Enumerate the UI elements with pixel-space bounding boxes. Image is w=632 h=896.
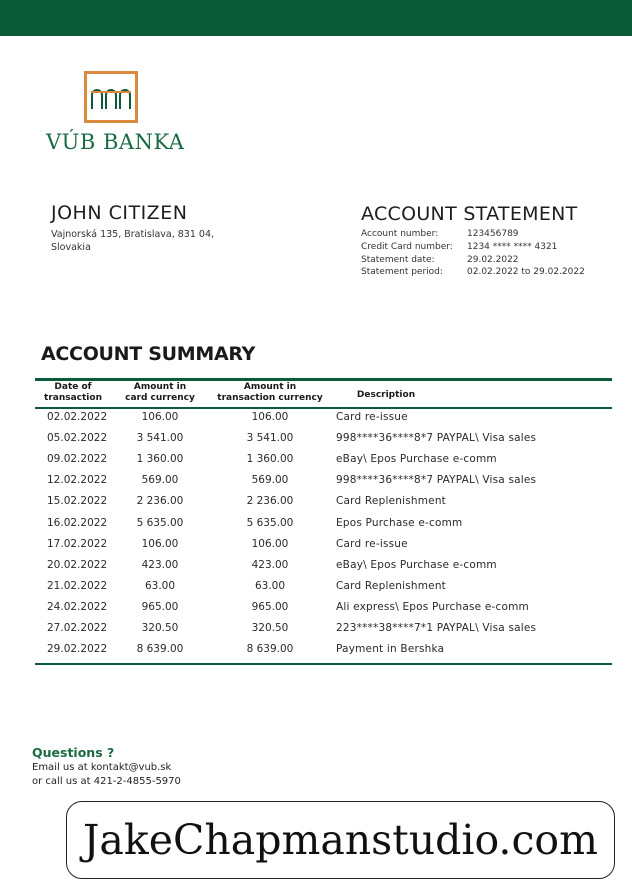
questions-title: Questions ?	[32, 745, 115, 760]
summary-title: ACCOUNT SUMMARY	[41, 343, 256, 365]
table-row	[35, 619, 612, 640]
header-date: Date of transaction	[44, 382, 102, 403]
statement-field	[361, 267, 585, 277]
cell-description: Ali express\ Epos Purchase e-comm	[336, 600, 529, 613]
cell-card-amount: 569.00	[141, 474, 179, 487]
table-row	[35, 471, 612, 492]
cell-txn-amount: 8 639.00	[246, 643, 294, 656]
field-value: 02.02.2022 to 29.02.2022	[467, 267, 585, 277]
cell-txn-amount: 423.00	[251, 558, 289, 571]
cell-txn-amount: 106.00	[251, 537, 289, 550]
cell-card-amount: 1 360.00	[136, 453, 184, 466]
field-label: Account number:	[361, 229, 439, 239]
field-label: Statement date:	[361, 255, 435, 265]
table-row	[35, 598, 612, 619]
table-row	[35, 429, 612, 450]
cell-txn-amount: 106.00	[251, 411, 289, 423]
cell-date: 17.02.2022	[47, 537, 108, 550]
table-row	[35, 450, 612, 471]
table-row	[35, 535, 612, 556]
table-row	[35, 514, 612, 535]
cell-card-amount: 965.00	[141, 600, 179, 613]
cell-date: 09.02.2022	[47, 453, 108, 466]
field-label: Credit Card number:	[361, 242, 453, 252]
cell-description: eBay\ Epos Purchase e-comm	[336, 453, 497, 466]
cell-description: 223****38****7*1 PAYPAL\ Visa sales	[336, 622, 537, 634]
cell-txn-amount: 2 236.00	[246, 495, 294, 508]
cell-date: 29.02.2022	[47, 643, 108, 656]
cell-description: 998****36****8*7 PAYPAL\ Visa sales	[336, 432, 537, 445]
cell-date: 15.02.2022	[47, 495, 108, 508]
cell-card-amount: 320.50	[141, 622, 179, 634]
cell-card-amount: 423.00	[141, 558, 179, 571]
table-bottom-rule	[35, 663, 612, 665]
header-bar	[0, 0, 632, 36]
cell-card-amount: 106.00	[141, 411, 179, 423]
cell-txn-amount: 965.00	[251, 600, 289, 613]
field-value: 29.02.2022	[467, 255, 519, 265]
statement-field	[361, 255, 519, 265]
table-row	[35, 556, 612, 577]
cell-txn-amount: 320.50	[251, 622, 289, 634]
cell-date: 02.02.2022	[47, 411, 108, 423]
cell-date: 12.02.2022	[47, 474, 108, 487]
cell-description: Payment in Bershka	[336, 643, 445, 656]
header-card-amount: Amount in card currency	[125, 382, 195, 403]
cell-date: 24.02.2022	[47, 600, 108, 613]
cell-card-amount: 106.00	[141, 537, 179, 550]
table-top-rule	[35, 378, 612, 381]
statement-field	[361, 242, 557, 252]
cell-description: eBay\ Epos Purchase e-comm	[336, 558, 497, 571]
watermark: JakeChapmanstudio.com	[66, 801, 615, 879]
bank-name: VÚB BANKA	[46, 130, 185, 154]
cell-card-amount: 8 639.00	[136, 643, 184, 656]
contact-phone: or call us at 421-2-4855-5970	[32, 776, 181, 787]
cell-card-amount: 5 635.00	[136, 516, 184, 529]
statement-title: ACCOUNT STATEMENT	[361, 203, 578, 225]
customer-address: Vajnorská 135, Bratislava, 831 04, Slovakia	[51, 229, 215, 253]
field-value: 123456789	[467, 229, 519, 239]
cell-txn-amount: 63.00	[254, 579, 286, 592]
bank-logo-icon	[84, 71, 138, 123]
customer-name: JOHN CITIZEN	[51, 202, 188, 224]
cell-txn-amount: 5 635.00	[246, 516, 294, 529]
cell-card-amount: 2 236.00	[136, 495, 184, 508]
cell-card-amount: 3 541.00	[136, 432, 184, 445]
contact-email: Email us at kontakt@vub.sk	[32, 762, 172, 773]
cell-description: Card Replenishment	[336, 579, 446, 592]
cell-date: 16.02.2022	[47, 516, 108, 529]
cell-date: 21.02.2022	[47, 579, 108, 592]
cell-date: 20.02.2022	[47, 558, 108, 571]
cell-date: 27.02.2022	[47, 622, 108, 634]
table-row	[35, 640, 612, 661]
field-value: 1234 **** **** 4321	[467, 242, 558, 252]
table-row	[35, 492, 612, 513]
cell-description: Card re-issue	[336, 411, 408, 423]
cell-description: Card Replenishment	[336, 495, 446, 508]
statement-field	[361, 229, 519, 239]
cell-date: 05.02.2022	[47, 432, 108, 445]
field-label: Statement period:	[361, 267, 443, 277]
cell-description: 998****36****8*7 PAYPAL\ Visa sales	[336, 474, 537, 487]
cell-txn-amount: 569.00	[251, 474, 289, 487]
table-row	[35, 577, 612, 598]
cell-description: Card re-issue	[336, 537, 408, 550]
header-description: Description	[356, 390, 416, 400]
cell-description: Epos Purchase e-comm	[336, 516, 463, 529]
cell-txn-amount: 3 541.00	[246, 432, 294, 445]
cell-txn-amount: 1 360.00	[246, 453, 294, 466]
header-txn-amount: Amount in transaction currency	[217, 382, 323, 403]
cell-card-amount: 63.00	[144, 579, 176, 592]
table-row	[35, 408, 612, 429]
